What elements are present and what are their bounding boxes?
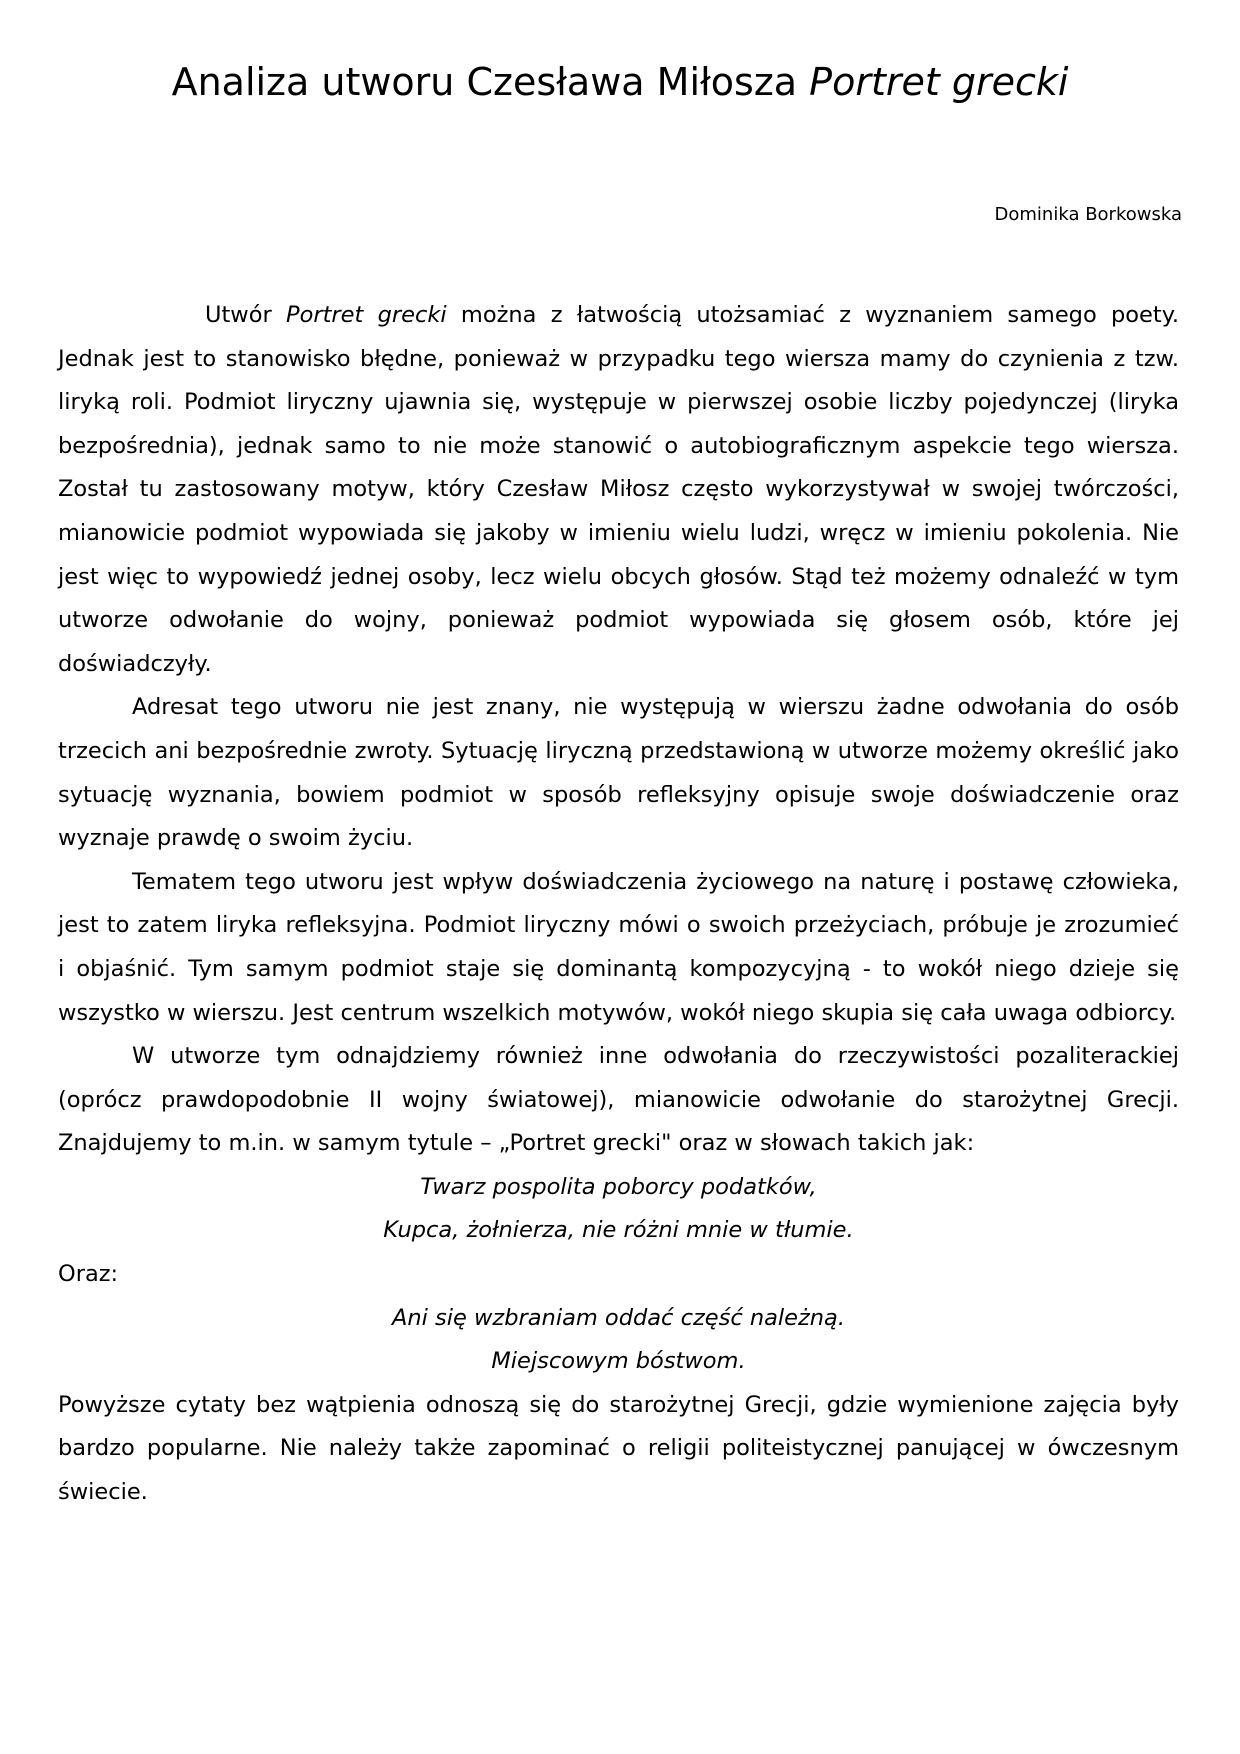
oraz-label: Oraz: [58,1261,119,1288]
paragraph-1-rest: można z łatwością utożsamiać z wyznaniem samego poety. Jednak jest to stanowisko błędne, ponieważ w przypadku tego wiersza mamy do czynienia z tzw. liryką roli. Podmiot liryczny ujawnia się, występuje w pierwszej osobie liczby pojedynczej (liryka bezpośrednia), jednak samo to nie może stanowić o autobiograficznym aspekcie tego wiersza. Został tu zastosowany motyw, który Czesław Miłosz często wykorzystywał w swojej twórczości, mianowicie podmiot wypowiada się jakoby w imieniu wielu ludzi, wręcz w imieniu pokolenia. Nie jest więc to wypowiedź jednej osoby, lecz wielu obcych głosów. Stąd też możemy odnaleźć w tym utworze odwołanie do wojny, ponieważ podmiot wypowiada się głosem osób, które jej doświadczyły. [58,302,1179,677]
quote-1-line-1: Twarz pospolita poborcy podatków, [420,1173,817,1200]
quote-1-line-2: Kupca, żołnierza, nie różni mnie w tłumie. [383,1217,854,1244]
title-main: Analiza utworu Czesława Miłosza [171,60,810,104]
paragraph-5: Powyższe cytaty bez wątpienia odnoszą się do starożytnej Grecji, gdzie wymienione zajęcia były bardzo popularne. Nie należy także zapominać o religii politeistycznej panującej w ówczesnym świecie. [58,1391,1179,1506]
paragraph-1 [58,294,1179,686]
document-body [58,294,1179,1515]
paragraph-1-italic: Portret grecki [286,302,447,328]
paragraph-1-start: Utwór [205,302,286,328]
paragraph-3: Tematem tego utworu jest wpływ doświadczenia życiowego na naturę i postawę człowieka, jest to zatem liryka refleksyjna. Podmiot liryczny mówi o swoich przeżyciach, próbuje je zrozumieć i objaśnić. Tym samym podmiot staje się dominantą kompozycyjną - to wokół niego dzieje się wszystko w wierszu. Jest centrum wszelkich motywów, wokół niego skupia się cała uwaga odbiorcy. [58,868,1179,1026]
paragraph-4: W utworze tym odnajdziemy również inne odwołania do rzeczywistości pozaliterackiej (oprócz prawdopodobnie II wojny światowej), mianowicie odwołanie do starożytnej Grecji. Znajdujemy to m.in. w samym tytule – „Portret grecki" oraz w słowach takich jak: [58,1043,1179,1157]
quote-2-line-1: Ani się wzbraniam oddać część należną. [392,1304,845,1331]
paragraph-2: Adresat tego utworu nie jest znany, nie występują w wierszu żadne odwołania do osób trzecich ani bezpośrednie zwroty. Sytuację liryczną przedstawioną w utworze możemy określić jako sytuację wyznania, bowiem podmiot w sposób refleksyjny opisuje swoje doświadczenie oraz wyznaje prawdę o swoim życiu. [58,694,1179,852]
title-italic: Portret grecki [809,60,1069,104]
quote-2-line-2: Miejscowym bóstwom. [491,1348,746,1375]
author-name: Dominika Borkowska [994,204,1182,225]
document-title [0,52,1240,112]
